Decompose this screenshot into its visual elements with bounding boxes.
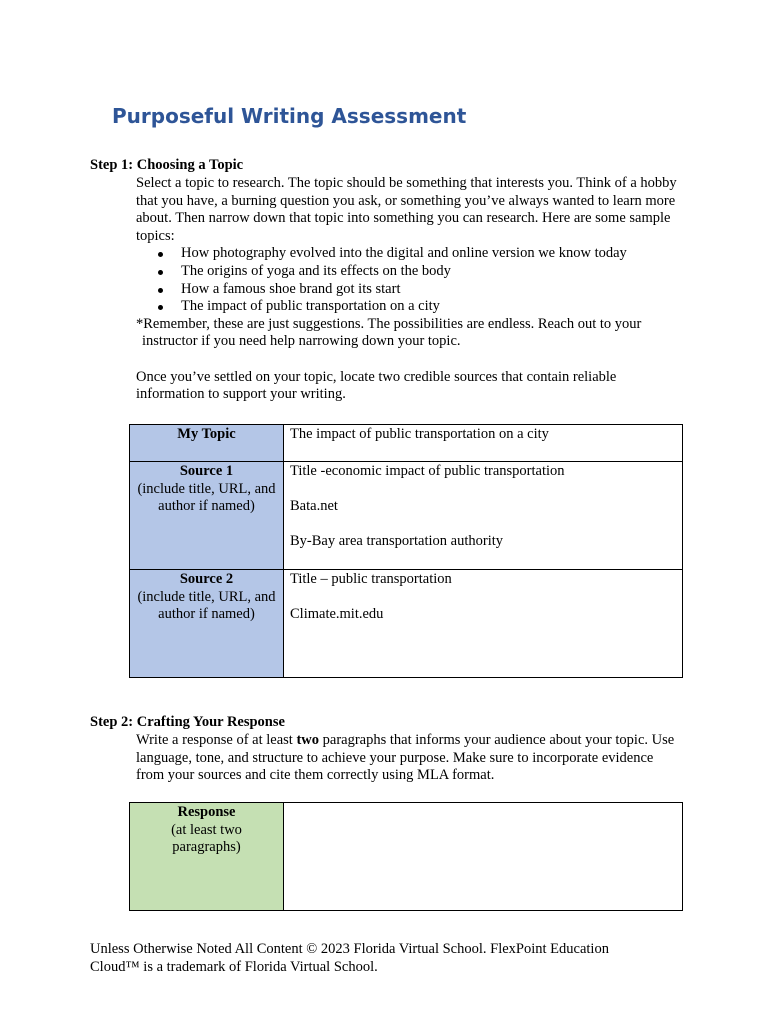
source2-label-cell	[130, 570, 284, 678]
source1-label-cell	[130, 462, 284, 570]
response-label: Response	[177, 804, 236, 820]
table-row	[130, 462, 683, 570]
topic-sources-table	[129, 424, 683, 678]
step1-heading: Step 1: Choosing a Topic	[90, 157, 244, 173]
my-topic-label-cell	[130, 425, 284, 462]
source1-title: Title -economic impact of public transportation	[290, 463, 565, 479]
my-topic-value-cell[interactable]	[284, 425, 683, 462]
page-title: Purposeful Writing Assessment	[112, 104, 467, 128]
source1-label: Source 1	[179, 463, 234, 479]
step2-heading: Step 2: Crafting Your Response	[90, 714, 285, 730]
response-value-cell[interactable]	[284, 803, 683, 911]
response-table	[129, 802, 683, 911]
reminder-note-line1: *Remember, these are just suggestions. The possibilities are endless. Reach out to your	[136, 315, 642, 332]
settled-instructions: Once you’ve settled on your topic, locate two credible sources that contain reliable information to support your writing.	[136, 368, 617, 403]
source2-title: Title – public transportation	[290, 571, 452, 587]
list-item: How a famous shoe brand got its start	[136, 281, 681, 299]
response-note: (at least two paragraphs)	[171, 821, 242, 856]
step2-text-before: Write a response of at least	[136, 732, 297, 748]
sample-topics-list	[136, 245, 681, 315]
my-topic-value: The impact of public transportation on a city	[290, 426, 549, 442]
my-topic-label: My Topic	[177, 426, 236, 442]
copyright-footer: Unless Otherwise Noted All Content © 2023 Florida Virtual School. FlexPoint Education Cloud™ is a trademark of Florida Virtual School.	[90, 941, 609, 975]
step1-intro: Select a topic to research. The topic should be something that interests you. Think of a hobby that you have, a burning question you ask, or something you’ve always wanted to learn more about. Then narrow down that topic into something you can research. Here are some sample topics:	[136, 175, 677, 244]
source2-label: Source 2	[179, 571, 234, 587]
step2-body	[136, 732, 681, 785]
step1-body	[136, 175, 681, 404]
response-label-cell	[130, 803, 284, 911]
source1-url: Bata.net	[290, 498, 338, 515]
source1-author: By-Bay area transportation authority	[290, 533, 504, 550]
table-row	[130, 570, 683, 678]
reminder-note-line2: instructor if you need help narrowing down your topic.	[142, 333, 461, 350]
table-row	[130, 803, 683, 911]
source2-note: (include title, URL, and author if named)	[137, 588, 276, 623]
source1-note: (include title, URL, and author if named)	[137, 480, 276, 515]
list-item: The origins of yoga and its effects on the body	[136, 263, 681, 281]
table-row	[130, 425, 683, 462]
list-item: The impact of public transportation on a city	[136, 298, 681, 316]
source1-value-cell[interactable]	[284, 462, 683, 570]
step2-instructions	[136, 732, 681, 785]
source2-url: Climate.mit.edu	[290, 606, 384, 623]
step2-text-bold: two	[296, 732, 320, 748]
step2-text-after: paragraphs that informs your audience about your topic. Use language, tone, and structure to achieve your purpose. Make sure to incorporate evidence from your sources and cite them correctly using MLA format.	[136, 732, 675, 784]
list-item: How photography evolved into the digital and online version we know today	[136, 245, 681, 263]
source2-value-cell[interactable]	[284, 570, 683, 678]
